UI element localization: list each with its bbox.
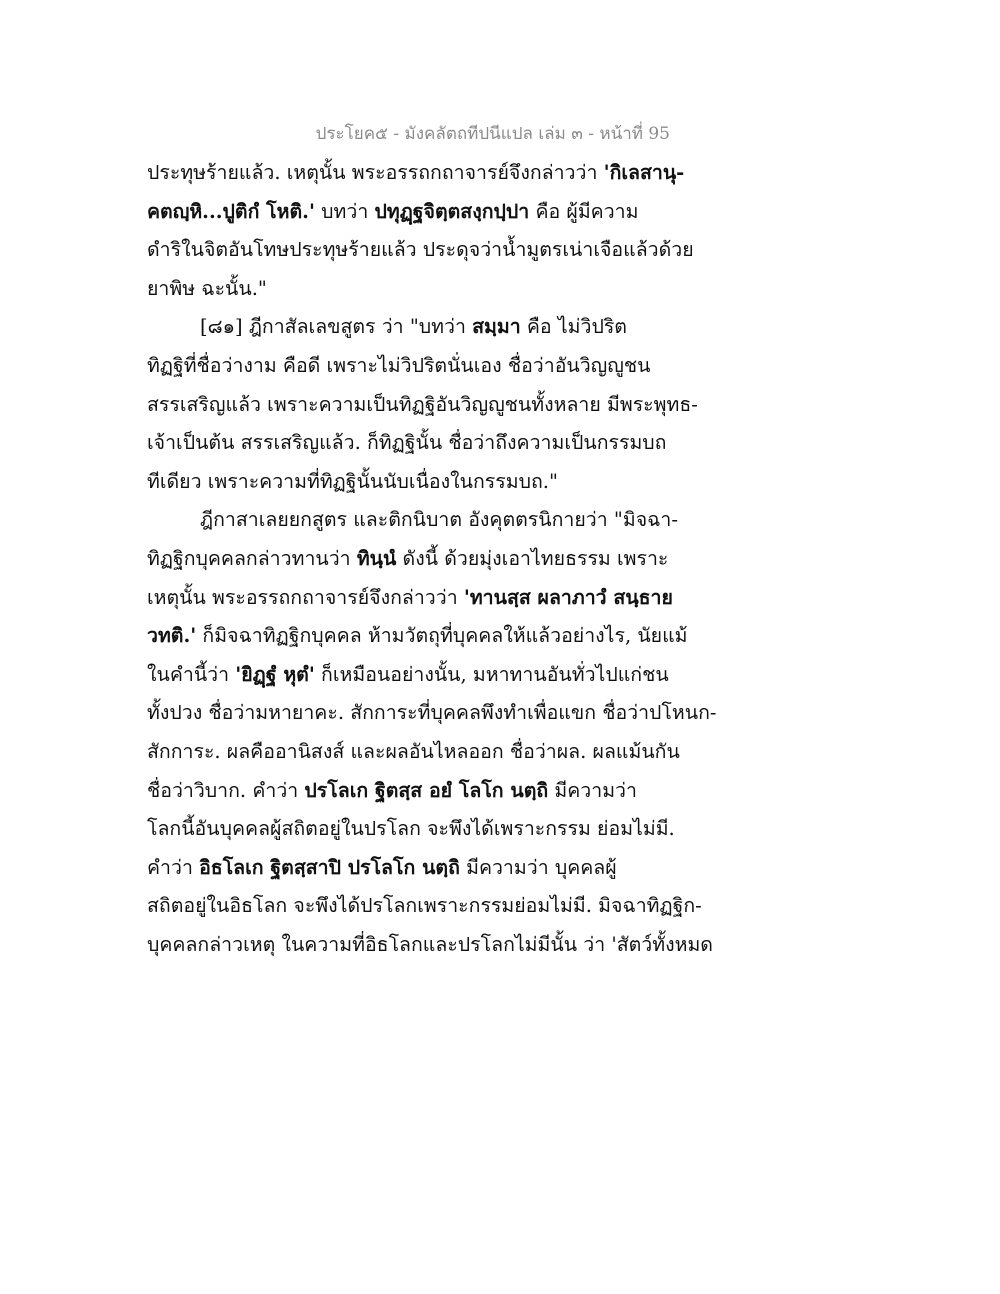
text-segment: ทิฏฐิกบุคคลกล่าวทานว่า <box>147 546 357 570</box>
text-segment: ประทุษร้ายแล้ว. เหตุนั้น พระอรรถกถาจารย์จึงกล่าวว่า <box>147 161 604 184</box>
text-segment: ดังนี้ ด้วยมุ่งเอาไทยธรรม เพราะ <box>396 546 669 570</box>
text-segment: ทิฏฐิที่ชื่อว่างาม คือดี เพราะไม่วิปริตนั่นเอง ชื่อว่าอันวิญญูชน <box>147 353 651 377</box>
text-line <box>147 501 707 540</box>
text-line <box>147 308 707 347</box>
pali-term: 'ทานสฺส ผลาภาวํ สนฺธาย <box>463 585 673 609</box>
text-line <box>147 772 707 811</box>
text-segment: ดำริในจิตอันโทษประทุษร้ายแล้ว ประดุจว่าน้ำมูตรเน่าเจือแล้วด้วย <box>147 238 694 262</box>
pali-term: ปทุฏฺฐจิตฺตสงฺกปฺปา <box>374 199 530 223</box>
text-segment: คือ ผู้มีความ <box>529 199 639 223</box>
text-line <box>147 887 707 926</box>
text-line <box>147 386 707 425</box>
text-line <box>147 733 707 772</box>
text-segment: บทว่า <box>314 199 375 223</box>
text-segment: โลกนี้อันบุคคลผู้สถิตอยู่ในปรโลก จะพึงได้เพราะกรรม ย่อมไม่มี. <box>147 817 675 841</box>
text-line <box>147 617 707 656</box>
text-segment: ก็เหมือนอย่างนั้น, มหาทานอันทั่วไปแก่ชน <box>314 662 669 686</box>
text-line <box>147 540 707 579</box>
pali-term: อิธโลเก ฐิตสฺสาปิ ปรโลโก นตฺถิ <box>199 855 460 879</box>
pali-term: 'ยิฏฺฐํ หุตํ' <box>235 662 315 686</box>
text-segment: คือ ไม่วิปริต <box>520 315 627 339</box>
text-segment: เหตุนั้น พระอรรถกถาจารย์จึงกล่าวว่า <box>147 585 464 609</box>
pali-term: ปรโลเก ฐิตสฺส อยํ โลโก นตฺถิ <box>304 778 549 802</box>
text-segment: ฎีกาสาเลยยกสูตร และติกนิบาต อังคุตตรนิกายว่า "มิจฉา- <box>200 508 678 532</box>
text-line <box>147 810 707 849</box>
text-segment: มีความว่า บุคคลผู้ <box>459 855 617 879</box>
text-segment: สถิตอยู่ในอิธโลก จะพึงได้ปรโลกเพราะกรรมย่อมไม่มี. มิจฉาทิฏฐิก- <box>147 894 702 918</box>
running-header: ประโยค๕ - มังคลัตถทีปนีแปล เล่ม ๓ - หน้าที่ 95 <box>315 124 670 144</box>
text-line <box>147 656 707 695</box>
text-segment: เจ้าเป็นต้น สรรเสริญแล้ว. ก็ทิฏฐินั้น ชื่อว่าถึงความเป็นกรรมบถ <box>147 431 667 455</box>
text-segment: ในคำนี้ว่า <box>147 662 236 686</box>
text-line <box>147 193 707 232</box>
pali-term: วทติ.' <box>147 624 197 648</box>
text-segment: สักการะ. ผลคืออานิสงส์ และผลอันไหลออก ชื่อว่าผล. ผลแม้นกัน <box>147 739 680 763</box>
pali-term: 'กิเลสานุ- <box>603 161 685 184</box>
text-line <box>147 231 707 270</box>
text-line <box>147 463 707 502</box>
text-line <box>147 694 717 733</box>
text-segment: ชื่อว่าวิบาก. คำว่า <box>147 778 305 802</box>
text-line <box>147 926 713 965</box>
pali-term: คตญฺหิ...ปูติกํ โหติ.' <box>147 199 315 223</box>
pali-term: ทินฺนํ <box>356 546 397 570</box>
text-line <box>147 347 707 386</box>
text-segment: ยาพิษ ฉะนั้น." <box>147 276 267 300</box>
text-segment: สรรเสริญแล้ว เพราะความเป็นทิฏฐิอันวิญญูชนทั้งหลาย มีพระพุทธ- <box>147 392 698 416</box>
text-segment: ก็มิจฉาทิฏฐิกบุคคล ห้ามวัตถุที่บุคคลให้แล้วอย่างไร, นัยแม้ <box>196 624 688 648</box>
text-segment: ทีเดียว เพราะความที่ทิฏฐินั้นนับเนื่องในกรรมบถ." <box>147 469 558 493</box>
body-text <box>147 154 717 964</box>
text-segment: [๘๑] ฎีกาสัลเลขสูตร ว่า "บทว่า <box>200 315 473 339</box>
text-segment: ทั้งปวง ชื่อว่ามหายาคะ. สักการะที่บุคคลพึงทำเพื่อแขก ชื่อว่าปโหนก- <box>147 701 717 725</box>
text-segment: บุคคลกล่าวเหตุ ในความที่อิธโลกและปรโลกไม่มีนั้น ว่า 'สัตว์ทั้งหมด <box>147 932 713 956</box>
pali-term: สมฺมา <box>472 315 521 339</box>
text-line <box>147 424 707 463</box>
text-line <box>147 154 707 193</box>
text-line <box>147 579 707 618</box>
text-line <box>147 849 707 888</box>
text-segment: คำว่า <box>147 855 200 879</box>
text-line <box>147 270 707 309</box>
text-segment: มีความว่า <box>548 778 637 802</box>
